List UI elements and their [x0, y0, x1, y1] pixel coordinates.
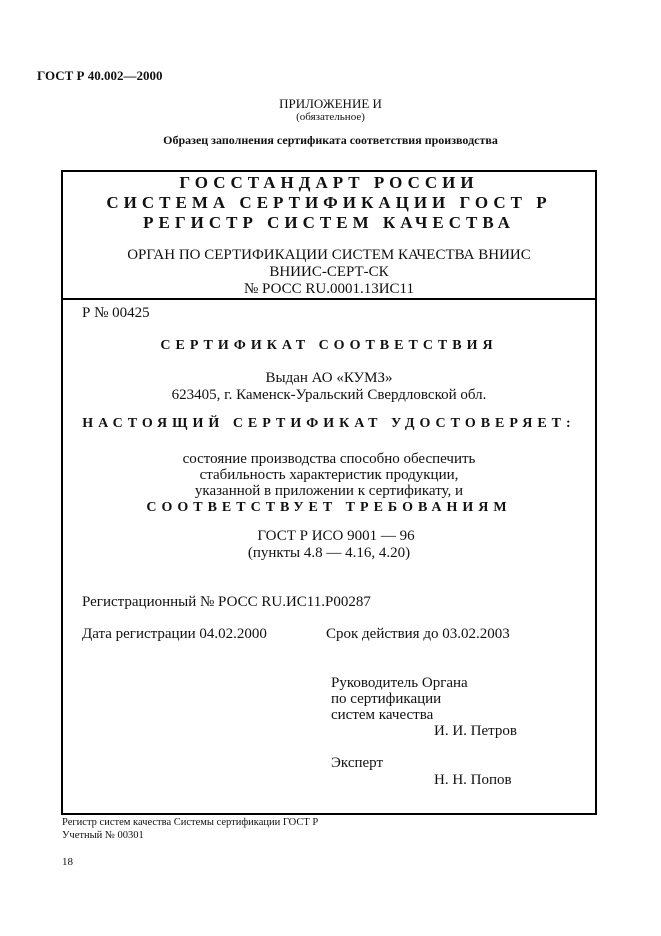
valid-until: Срок действия до 03.02.2003	[326, 626, 510, 642]
page-number: 18	[62, 856, 73, 868]
heading-line: СИСТЕМА СЕРТИФИКАЦИИ ГОСТ Р	[106, 193, 552, 212]
heading-line: РЕГИСТР СИСТЕМ КАЧЕСТВА	[143, 213, 515, 232]
registration-date: Дата регистрации 04.02.2000	[82, 626, 267, 642]
issued-to: Выдан АО «КУМЗ»	[265, 370, 393, 386]
certification-organ	[61, 247, 597, 298]
body-line: состояние производства способно обеспечить	[182, 451, 476, 467]
appendix-label: ПРИЛОЖЕНИЕ И	[279, 96, 382, 111]
certificate-divider	[61, 298, 596, 300]
head-title-line: систем качества	[331, 707, 434, 723]
appendix-note: (обязательное)	[296, 111, 365, 123]
standard-block	[61, 528, 597, 562]
organ-line: № РОСС RU.0001.13ИС11	[244, 281, 414, 297]
clauses: (пункты 4.8 — 4.16, 4.20)	[247, 545, 411, 561]
certificate-title: СЕРТИФИКАТ СООТВЕТСТВИЯ	[160, 338, 498, 353]
complies-heading: СООТВЕТСТВУЕТ ТРЕБОВАНИЯМ	[146, 500, 512, 515]
certificate-heading	[61, 173, 597, 233]
head-title-line: Руководитель Органа	[331, 675, 468, 691]
issued-block	[61, 370, 597, 404]
standard: ГОСТ Р ИСО 9001 — 96	[257, 528, 415, 544]
issued-address: 623405, г. Каменск-Уральский Свердловской обл.	[171, 387, 487, 403]
certifies-heading: НАСТОЯЩИЙ СЕРТИФИКАТ УДОСТОВЕРЯЕТ:	[82, 416, 576, 431]
document-header: ГОСТ Р 40.002—2000	[37, 68, 163, 83]
registration-number: Регистрационный № РОСС RU.ИС11.Р00287	[82, 594, 371, 610]
organ-line: ВНИИС-СЕРТ-СК	[269, 264, 389, 280]
certificate-body	[61, 451, 597, 516]
expert-title: Эксперт	[331, 755, 384, 771]
head-title-line: по сертификации	[331, 691, 442, 707]
organ-line: ОРГАН ПО СЕРТИФИКАЦИИ СИСТЕМ КАЧЕСТВА ВНИИС	[127, 247, 531, 263]
head-signature-block	[331, 675, 468, 723]
expert-name: Н. Н. Попов	[434, 772, 512, 788]
footer-account-number: Учетный № 00301	[62, 830, 144, 841]
body-line: стабильность характеристик продукции,	[199, 467, 459, 483]
certificate-number: Р № 00425	[82, 305, 150, 321]
head-name: И. И. Петров	[434, 723, 517, 739]
heading-line: ГОССТАНДАРТ РОССИИ	[179, 173, 479, 192]
footer-registry: Регистр систем качества Системы сертификации ГОСТ Р	[62, 817, 319, 828]
section-title: Образец заполнения сертификата соответствия производства	[163, 133, 498, 147]
body-line: указанной в приложении к сертификату, и	[194, 483, 464, 499]
